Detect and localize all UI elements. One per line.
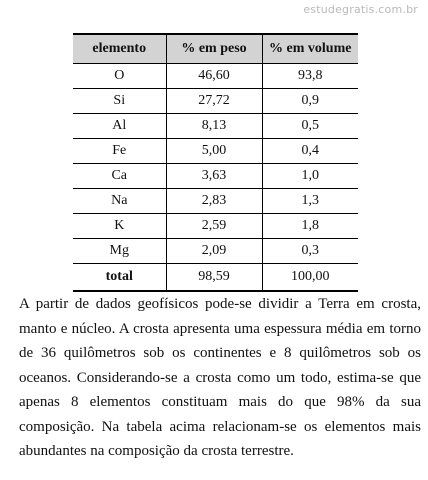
paragraph-line: manto e núcleo. A crosta apresenta uma espessura média em torno — [19, 320, 421, 337]
cell-weight: 5,00 — [166, 139, 262, 164]
cell-element: Fe — [73, 139, 166, 164]
header-elemento: elemento — [73, 34, 166, 64]
table-row — [73, 239, 358, 264]
cell-weight: 2,83 — [166, 189, 262, 214]
table-total-row — [73, 264, 358, 292]
table-row — [73, 114, 358, 139]
site-watermark: estudegratis.com.br — [303, 3, 418, 16]
paragraph-line: A partir de dados geofísicos pode-se dividir a Terra em crosta, — [19, 296, 421, 312]
table-row — [73, 189, 358, 214]
cell-weight: 46,60 — [166, 64, 262, 89]
cell-element: Al — [73, 114, 166, 139]
cell-volume: 0,5 — [262, 114, 358, 139]
table-header-row — [73, 34, 358, 64]
total-volume: 100,00 — [262, 264, 358, 292]
cell-volume: 0,9 — [262, 89, 358, 114]
cell-element: Si — [73, 89, 166, 114]
cell-element: K — [73, 214, 166, 239]
cell-volume: 0,3 — [262, 239, 358, 264]
paragraph-line: abundantes na composição da crosta terrestre. — [19, 443, 294, 459]
total-label: total — [73, 264, 166, 292]
cell-weight: 27,72 — [166, 89, 262, 114]
cell-weight: 2,59 — [166, 214, 262, 239]
paragraph-line: composição. Na tabela acima relacionam-se os elementos mais — [19, 418, 421, 435]
header-peso: % em peso — [166, 34, 262, 64]
header-volume: % em volume — [262, 34, 358, 64]
table-row — [73, 214, 358, 239]
table-row — [73, 164, 358, 189]
cell-element: O — [73, 64, 166, 89]
cell-element: Na — [73, 189, 166, 214]
cell-volume: 1,0 — [262, 164, 358, 189]
description-paragraph — [19, 292, 421, 464]
cell-volume: 0,4 — [262, 139, 358, 164]
cell-weight: 3,63 — [166, 164, 262, 189]
cell-weight: 2,09 — [166, 239, 262, 264]
elements-table — [73, 33, 358, 292]
table-row — [73, 89, 358, 114]
cell-element: Mg — [73, 239, 166, 264]
table-row — [73, 64, 358, 89]
table-row — [73, 139, 358, 164]
total-weight: 98,59 — [166, 264, 262, 292]
cell-element: Ca — [73, 164, 166, 189]
cell-volume: 1,8 — [262, 214, 358, 239]
paragraph-line: apenas 8 elementos constituam mais do que 98% da sua — [19, 394, 421, 410]
paragraph-line: oceanos. Considerando-se a crosta como um todo, estima-se que — [19, 369, 421, 386]
paragraph-line: de 36 quilômetros sob os continentes e 8 quilômetros sob os — [19, 345, 421, 361]
cell-volume: 1,3 — [262, 189, 358, 214]
cell-volume: 93,8 — [262, 64, 358, 89]
cell-weight: 8,13 — [166, 114, 262, 139]
